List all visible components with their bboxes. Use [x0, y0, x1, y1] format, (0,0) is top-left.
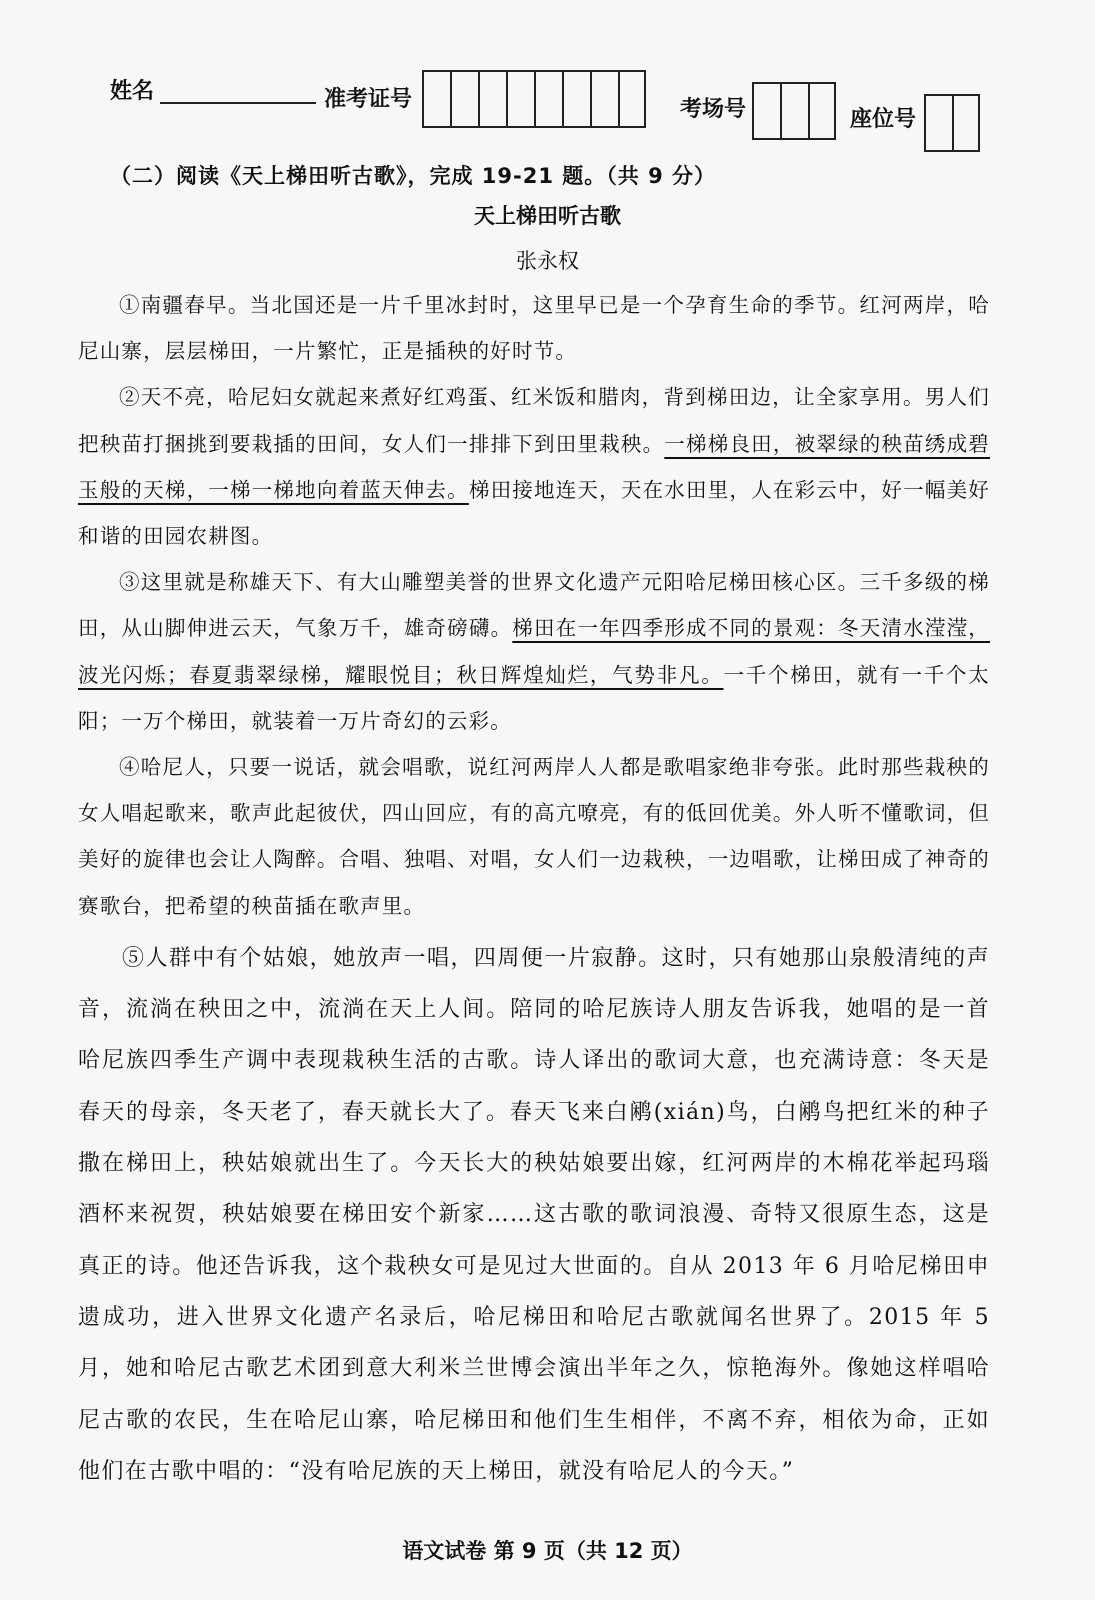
seat-boxes	[924, 94, 980, 152]
paragraph-4: ④哈尼人，只要一说话，就会唱歌，说红河两岸人人都是歌唱家绝非夸张。此时那些栽秧的女人唱起歌来，歌声此起彼伏，四山回应，有的高亢嘹亮，有的低回优美。外人听不懂歌词，但美好的旋律也会让人陶醉。合唱、独唱、对唱，女人们一边栽秧，一边唱歌，让梯田成了神奇的赛歌台，把希望的秧苗插在歌声里。	[78, 755, 990, 918]
article-author: 张永权	[516, 249, 579, 273]
exam-id-label: 准考证号	[324, 87, 413, 112]
paragraph-1: ①南疆春早。当北国还是一片千里冰封时，这里早已是一个孕育生命的季节。红河两岸，哈尼山寨，层层梯田，一片繁忙，正是插秧的好时节。	[78, 293, 990, 364]
underlined-sentence-1: 一梯梯良田，被翠绿的秧苗绣成碧玉般的天梯，一梯一梯地向着蓝天伸去。	[78, 431, 990, 502]
article-title: 天上梯田听古歌	[474, 204, 621, 228]
room-boxes	[752, 82, 836, 140]
paragraph-3: ③这里就是称雄天下、有大山雕塑美誉的世界文化遗产元阳哈尼梯田核心区。三千多级的梯田，从山脚伸进云天，气象万千，雄奇磅礴。梯田在一年四季形成不同的景观：冬天清水滢滢，波光闪烁；春夏翡翠绿梯，耀眼悦目；秋日辉煌灿烂，气势非凡。一千个梯田，就有一千个太阳；一万个梯田，就装着一万片奇幻的云彩。	[78, 570, 990, 733]
article-body	[78, 282, 990, 1497]
name-blank	[160, 92, 316, 104]
paragraph-2: ②天不亮，哈尼妇女就起来煮好红鸡蛋、红米饭和腊肉，背到梯田边，让全家享用。男人们把秧苗打捆挑到要栽插的田间，女人们一排排下到田里栽秧。一梯梯良田，被翠绿的秧苗绣成碧玉般的天梯，一梯一梯地向着蓝天伸去。梯田接地连天，天在水田里，人在彩云中，好一幅美好和谐的田园农耕图。	[78, 385, 990, 549]
name-label: 姓名	[110, 79, 155, 104]
exam-id-boxes	[422, 70, 646, 128]
page-footer: 语文试卷 第 9 页（共 12 页）	[402, 1539, 693, 1563]
seat-label: 座位号	[850, 107, 917, 132]
paragraph-5: ⑤人群中有个姑娘，她放声一唱，四周便一片寂静。这时，只有她那山泉般清纯的声音，流淌在秧田之中，流淌在天上人间。陪同的哈尼族诗人朋友告诉我，她唱的是一首哈尼族四季生产调中表现栽秧生活的古歌。诗人译出的歌词大意，也充满诗意：冬天是春天的母亲，冬天老了，春天就长大了。春天飞来白鹇(xián)鸟，白鹇鸟把红米的种子撒在梯田上，秧姑娘就出生了。今天长大的秧姑娘要出嫁，红河两岸的木棉花举起玛瑙酒杯来祝贺，秧姑娘要在梯田安个新家……这古歌的歌词浪漫、奇特又很原生态，这是真正的诗。他还告诉我，这个栽秧女可是见过大世面的。自从 2013 年 6 月哈尼梯田申遗成功，进入世界文化遗产名录后，哈尼梯田和哈尼古歌就闻名世界了。2015 年 5 月，她和哈尼古歌艺术团到意大利米兰世博会演出半年之久，惊艳海外。像她这样唱哈尼古歌的农民，生在哈尼山寨，哈尼梯田和他们生生相伴，不离不弃，相依为命，正如他们在古歌中唱的：“没有哈尼族的天上梯田，就没有哈尼人的今天。”	[78, 945, 990, 1484]
candidate-info-header	[110, 68, 990, 148]
room-label: 考场号	[680, 97, 747, 122]
underlined-sentence-2: 梯田在一年四季形成不同的景观：冬天清水滢滢，波光闪烁；春夏翡翠绿梯，耀眼悦目；秋日辉煌灿烂，气势非凡。	[78, 616, 990, 687]
section-title: （二）阅读《天上梯田听古歌》，完成 19-21 题。（共 9 分）	[110, 164, 717, 188]
